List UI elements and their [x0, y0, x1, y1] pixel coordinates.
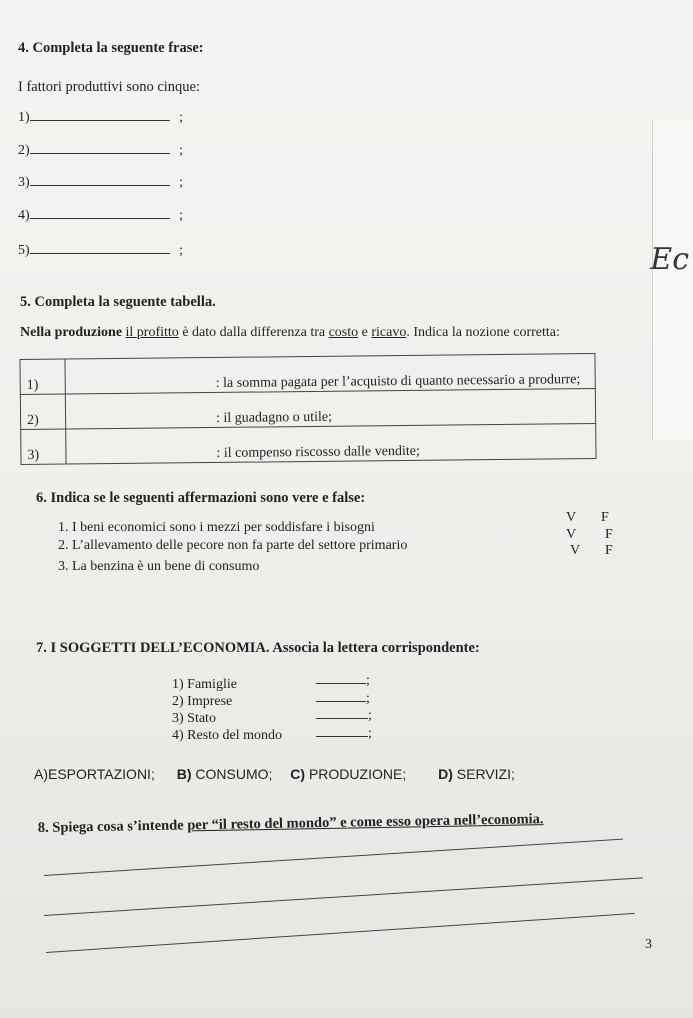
row-definition[interactable]: : il guadagno o utile; — [65, 388, 595, 429]
q4-item-number: 2) — [18, 143, 30, 158]
q4-item-2[interactable] — [18, 143, 183, 159]
option-b: B) CONSUMO; — [176, 766, 273, 782]
q4-item-1[interactable] — [18, 110, 183, 126]
q7-answer-4[interactable] — [316, 726, 372, 742]
q4-intro: I fattori produttivi sono cinque: — [18, 79, 201, 95]
page-number: 3 — [645, 937, 652, 952]
q4-item-number: 4) — [18, 208, 30, 223]
true-option[interactable]: V — [570, 543, 581, 558]
q5-intro — [20, 325, 560, 341]
answer-line[interactable] — [44, 877, 643, 916]
separator: ; — [179, 243, 184, 258]
option-a: A)ESPORTAZIONI; — [34, 766, 155, 782]
answer-blank[interactable] — [316, 701, 366, 702]
q7-answer-3[interactable] — [316, 708, 372, 724]
q8-title — [38, 811, 544, 837]
answer-blank[interactable] — [316, 718, 368, 719]
q5-table — [19, 353, 596, 465]
answer-blank[interactable] — [316, 683, 366, 684]
q4-item-number: 1) — [18, 110, 30, 125]
q7-answer-2[interactable] — [316, 691, 370, 707]
q6-statement-3: 3. La benzina è un bene di consumo — [58, 559, 260, 574]
true-option[interactable]: V — [566, 510, 577, 525]
option-c: C) PRODUZIONE; — [290, 766, 407, 782]
answer-blank[interactable] — [30, 185, 170, 186]
true-option[interactable]: V — [566, 527, 577, 542]
table-row — [20, 388, 595, 429]
q6-statement-1: 1. I beni economici sono i mezzi per soddisfare i bisogni — [58, 520, 375, 535]
q6-title: 6. Indica se le seguenti affermazioni sono vere e false: — [36, 490, 366, 506]
handwritten-note: Ec — [650, 242, 689, 277]
q6-statement-2: 2. L’allevamento delle pecore non fa parte del settore primario — [58, 538, 408, 553]
q5-title: 5. Completa la seguente tabella. — [20, 294, 216, 310]
separator: ; — [179, 143, 184, 158]
table-row — [20, 353, 595, 394]
q4-item-number: 3) — [18, 175, 30, 190]
q5-intro-bold: Nella produzione — [20, 325, 123, 340]
q4-item-3[interactable] — [18, 175, 183, 191]
q5-term-ricavo: ricavo — [371, 325, 407, 340]
q7-item-1: 1) Famiglie — [172, 677, 237, 692]
q7-item-2: 2) Imprese — [172, 694, 233, 709]
answer-blank[interactable] — [30, 120, 170, 121]
q5-intro-text: è dato dalla differenza tra — [182, 325, 326, 340]
false-option[interactable]: F — [601, 510, 609, 525]
q7-options — [34, 766, 515, 782]
q4-item-5[interactable] — [18, 243, 183, 259]
q4-item-4[interactable] — [18, 208, 183, 224]
q7-title: 7. I SOGGETTI DELL’ECONOMIA. Associa la lettera corrispondente: — [36, 640, 480, 656]
q7-item-3: 3) Stato — [172, 711, 216, 726]
table-row — [21, 423, 596, 464]
q5-term-costo: costo — [328, 325, 359, 340]
q5-term-profitto: il profitto — [125, 325, 179, 340]
separator: ; — [179, 175, 184, 190]
option-d: D) SERVIZI; — [438, 766, 515, 782]
row-number: 3) — [21, 429, 66, 464]
q5-intro-text: e — [361, 325, 368, 340]
separator: ; — [366, 673, 370, 688]
separator: ; — [368, 726, 372, 741]
q4-title: 4. Completa la seguente frase: — [18, 40, 204, 56]
separator: ; — [179, 208, 184, 223]
q8-title-prefix: 8. Spiega cosa s’intende — [37, 817, 188, 837]
answer-line[interactable] — [44, 839, 623, 876]
false-option[interactable]: F — [605, 543, 613, 558]
row-number: 1) — [20, 359, 65, 394]
separator: ; — [179, 110, 184, 125]
answer-blank[interactable] — [316, 736, 368, 737]
row-definition[interactable]: : il compenso riscosso dalle vendite; — [66, 423, 596, 464]
answer-line[interactable] — [46, 913, 635, 953]
q7-item-4: 4) Resto del mondo — [172, 728, 283, 743]
row-definition[interactable]: : la somma pagata per l’acquisto di quanto necessario a produrre; — [65, 353, 595, 394]
separator: ; — [366, 691, 370, 706]
q8-title-underlined: per “il resto del mondo” e come esso opera nell’economia. — [187, 811, 544, 834]
row-number: 2) — [20, 394, 65, 429]
background-paper — [652, 120, 693, 440]
q4-item-number: 5) — [18, 243, 30, 258]
answer-blank[interactable] — [30, 153, 170, 154]
answer-blank[interactable] — [30, 253, 170, 254]
q5-intro-text: . Indica la nozione corretta: — [406, 325, 560, 340]
separator: ; — [368, 708, 372, 723]
q7-answer-1[interactable] — [316, 673, 370, 689]
answer-blank[interactable] — [30, 218, 170, 219]
false-option[interactable]: F — [605, 527, 613, 542]
